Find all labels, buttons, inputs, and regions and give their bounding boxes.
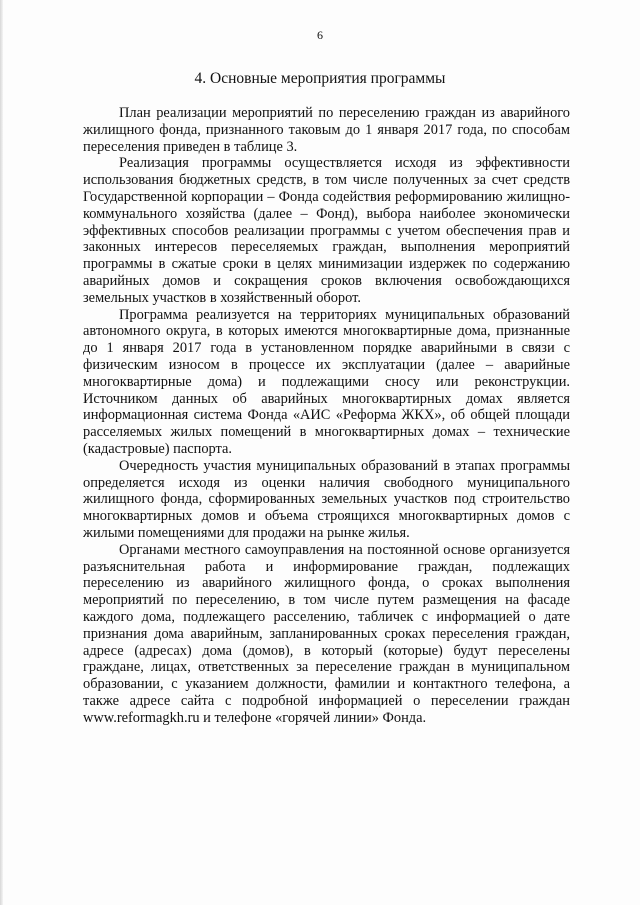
paragraph-citizen-information: Органами местного самоуправления на постоянной основе организуется разъяснительная работа и информирование граждан, подлежащих переселению из аварийного жилищного фонда, о сроках выполнения мероприятий по переселению, в том числе путем размещения на фасаде каждого дома, подлежащего расселению, табличек с информацией о дате признания дома аварийным, запланированных сроках переселения граждан, адресе (адресах) дома (домов), в который (которые) будут переселены граждане, лицах, ответственных за переселение граждан в муниципальном образовании, с указанием должности, фамилии и контактного телефона, а также адресе сайта с подробной информацией о переселении граждан www.reformagkh.ru и телефоне «горячей линии» Фонда. xyxy=(83,541,570,726)
page-number: 6 xyxy=(317,28,323,42)
paragraph-resettlement-plan: План реализации мероприятий по переселению граждан из аварийного жилищного фонда, признанного таковым до 1 января 2017 года, по способам переселения приведен в таблице 3. xyxy=(83,105,570,155)
body-text xyxy=(83,105,570,726)
section-title: 4. Основные мероприятия программы xyxy=(194,70,446,87)
paragraph-program-implementation: Реализация программы осуществляется исходя из эффективности использования бюджетных средств, в том числе полученных за счет средств Государственной корпорации – Фонда содействия реформированию жилищно-коммунального хозяйства (далее – Фонд), выбора наиболее экономически эффективных способов реализации программы с учетом обеспечения прав и законных интересов переселяемых граждан, выполнения мероприятий программы в сжатые сроки в целях минимизации издержек по содержанию аварийных домов и сокращения сроков включения освобождающихся земельных участков в хозяйственный оборот. xyxy=(83,155,570,306)
paragraph-program-territories: Программа реализуется на территориях муниципальных образований автономного округа, в которых имеются многоквартирные дома, признанные до 1 января 2017 года в установленном порядке аварийными в связи с физическим износом в процессе их эксплуатации (далее – аварийные многоквартирные дома) и подлежащими сносу или реконструкции. Источником данных об аварийных многоквартирных домах является информационная система Фонда «АИС «Реформа ЖКХ», об общей площади расселяемых жилых помещений в многоквартирных домах – технические (кадастровые) паспорта. xyxy=(83,306,570,457)
paragraph-participation-order: Очередность участия муниципальных образований в этапах программы определяется исходя из оценки наличия свободного муниципального жилищного фонда, сформированных земельных участков под строительство многоквартирных домов и объема строящихся многоквартирных домов с жилыми помещениями для продажи на рынке жилья. xyxy=(83,457,570,541)
scan-edge xyxy=(0,0,3,905)
